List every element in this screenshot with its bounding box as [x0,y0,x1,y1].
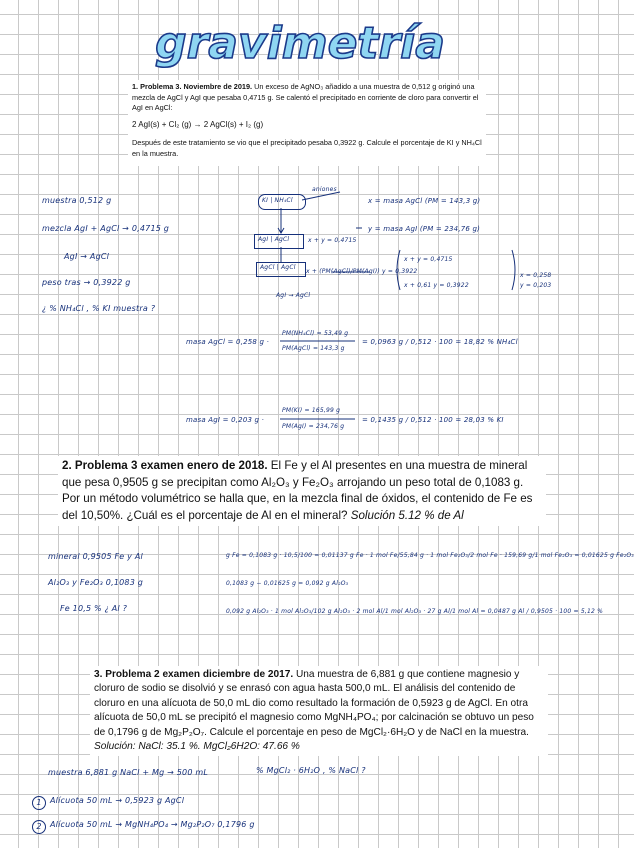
problem-1-question: Después de este tratamiento se vio que el precipitado pesaba 0,3922 g. Calcule el porcentaje de KI y NH₄Cl en la muestra. [132,138,482,158]
note1-left-3: peso tras → 0,3922 g [42,278,131,287]
note1-right-1: y = masa AgI (PM = 234,76 g) [368,225,481,233]
note1-calc1-top: PM(NH₄Cl) = 53,49 g [282,330,349,337]
note1-right-5: y = 0,203 [520,282,552,289]
problem-3-body: Una muestra de 6,881 g que contiene magnesio y cloruro de sodio se disolvió y se enrasó con agua hasta 500,0 mL. El análisis del contenido de cloruro en una alícuota de 50,0 mL dio como resultado la formación de 0,5923 g de AgCl. En otra alícuota de 50,0 mL se precipitó el magnesio como MgNH₄PO₄; por calcinación se obtuvo un peso de 0,1796 g de Mg₂P₂O₇. Calcule el porcentaje en peso de MgCl₂·6H₂O y de NaCl en la muestra. [94,669,534,738]
problem-3-heading: 3. Problema 2 examen diciembre de 2017. [94,669,294,680]
problem-2-body: El Fe y el Al presentes en una muestra de mineral que pesa 0,9505 g se precipitan como Al₂O₃ y Fe₂O₃ arrojando un peso total de 0,1083 g. Por un método volumétrico se halla que, en la mezcla final de óxidos, el contenido de Fe es del 10,50%. ¿Cuál es el porcentaje de Al en el mineral? [62,459,533,522]
note1-center-3: AgCl | AgCl [260,264,296,271]
note2-left-1: Al₂O₃ y Fe₂O₃ 0,1083 g [48,578,144,587]
note3-line0b: % MgCl₂ · 6H₂O , % NaCl ? [256,766,366,775]
problem-1-equation: 2 AgI(s) + Cl₂ (g) → 2 AgCl(s) + I₂ (g) [132,119,264,129]
note1-calc1-label: masa AgCl = 0,258 g · [186,338,270,346]
note2-line3: 0,092 g Al₂O₃ · 1 mol Al₂O₃/102 g Al₂O₃ · 2 mol Al/1 mol Al₂O₃ · 27 g Al/1 mol Al = 0,0487 g Al / 0,9505 · 100 = 5,12 % [226,608,603,615]
problem-2-solution: Solución 5.12 % de Al [350,508,464,522]
problem-1-heading: 1. Problema 3. Noviembre de 2019. [132,82,253,91]
note3-num2: 2 [32,820,46,834]
note1-center-6: x + 0,61 y = 0,3922 [404,282,469,289]
note2-left-0: mineral 0,9505 Fe y Al [48,552,143,561]
note1-calc2-top: PM(KI) = 165,99 g [282,407,341,414]
note3-line1: Alícuota 50 mL → 0,5923 g AgCl [50,796,185,805]
note1-calc1-result: = 0,0963 g / 0,512 · 100 = 18,82 % NH₄Cl [362,338,518,346]
note1-center-4: x + (PM(AgCl)/PM(AgI)) y = 0,3922 [306,268,418,275]
note3-line0: muestra 6,881 g NaCl + Mg → 500 mL [48,768,209,777]
problem-2-heading: 2. Problema 3 examen enero de 2018. [62,459,268,472]
note1-calc2-label: masa AgI = 0,203 g · [186,416,265,424]
note1-center-0: KI | NH₄Cl [262,197,293,204]
note1-left-1: mezcla AgI + AgCl → 0,4715 g [42,224,170,233]
brace-left [397,250,400,290]
arrow-aniones [302,192,340,200]
brace-right [512,250,515,290]
note1-right-4: x = 0,258 [520,272,552,279]
problem-3-solution: Solución: NaCl: 35.1 %. MgCl₂6H2O: 47.66 % [94,741,300,753]
note1-right-0: x = masa AgCl (PM = 143,3 g) [368,197,481,205]
note1-calc2-result: = 0,1435 g / 0,512 · 100 = 28,03 % KI [362,416,504,424]
note1-small: aniones [312,186,337,193]
title-text: gravimetría [155,18,445,69]
note1-center-1: AgI | AgCl [258,236,290,243]
note1-calc2-bot: PM(AgI) = 234,76 g [282,423,345,430]
note1-center-2: x + y = 0,4715 [308,237,357,244]
note3-num1: 1 [32,796,46,810]
note2-line1: g Fe = 0,1083 g · 10,5/100 = 0,01137 g Fe · 1 mol Fe/55,84 g · 1 mol Fe₂O₃/2 mol Fe · 159,69 g/1 mol Fe₂O₃ = 0,01625 g Fe₂O₃ [226,552,634,559]
note1-left-4: ¿ % NH₄Cl , % KI muestra ? [42,304,156,313]
note3-line2: Alícuota 50 mL → MgNH₄PO₄ → Mg₂P₂O₇ 0,1796 g [50,820,255,829]
note1-left-0: muestra 0,512 g [42,196,112,205]
note1-center-5: AgI → AgCl [276,292,311,299]
note2-left-2: Fe 10,5 % ¿ Al ? [60,604,128,613]
note1-left-2: AgI → AgCl [64,252,110,261]
note1-calc1-bot: PM(AgCl) = 143,3 g [282,345,345,352]
note2-line2: 0,1083 g − 0,01625 g = 0,092 g Al₂O₃ [226,580,349,587]
problem-2 [58,456,546,526]
note1-right-2: x + y = 0,4715 [404,256,453,263]
problem-1-body: Un exceso de AgNO₃ añadido a una muestra de 0,512 g originó una mezcla de AgCl y AgI que pesaba 0,4715 g. Se calentó el precipitado en corriente de cloro para convertir el AgI en AgCl: [132,82,479,112]
problem-3 [90,666,548,756]
